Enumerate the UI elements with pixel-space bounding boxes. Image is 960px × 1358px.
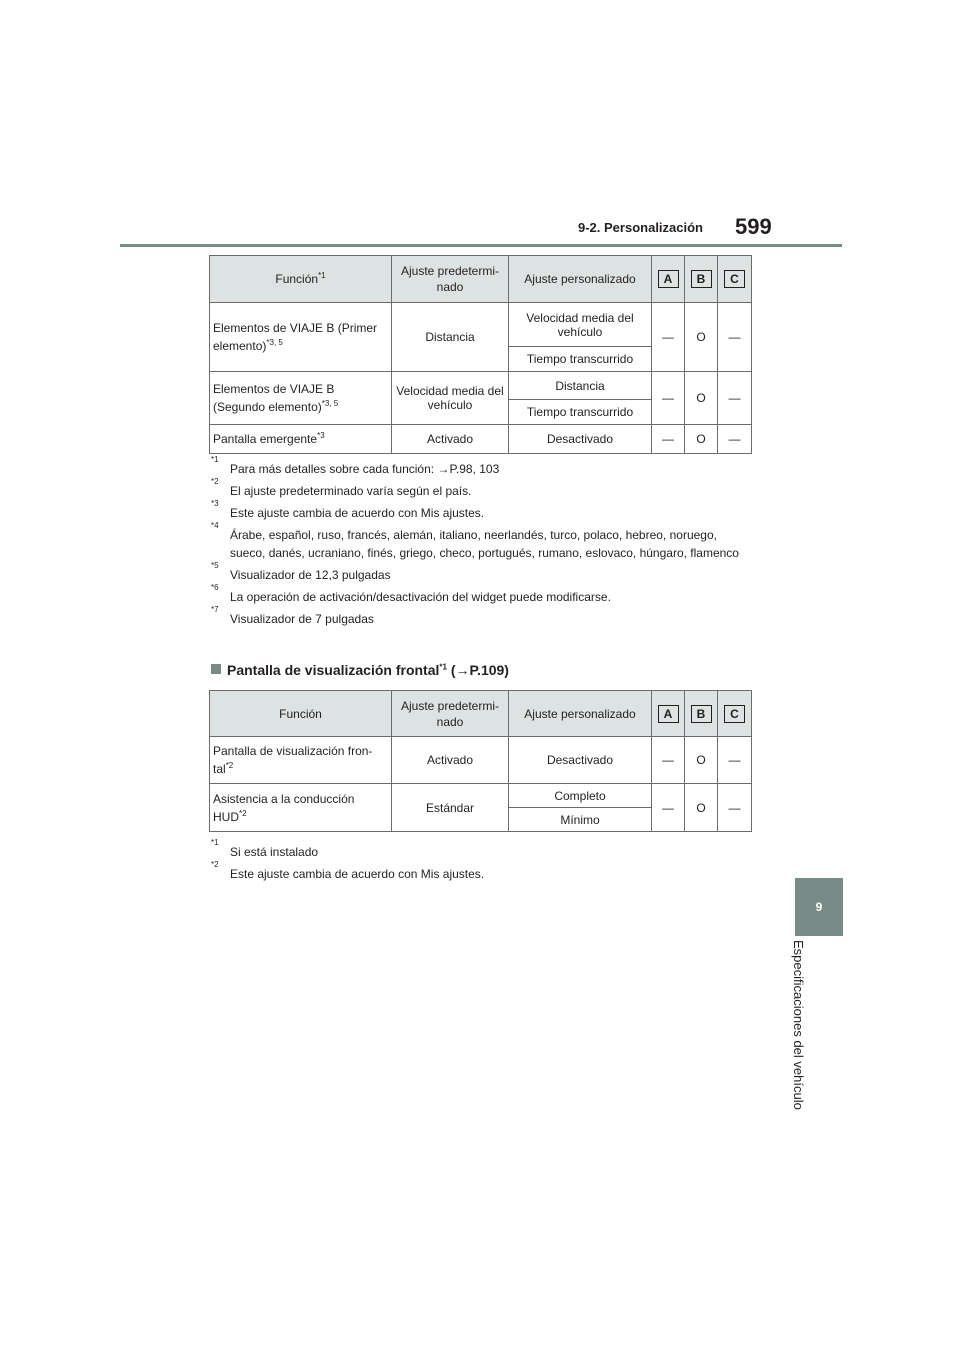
settings-table-2: [209, 690, 752, 832]
col-b-cell: O: [685, 737, 718, 784]
chapter-title: [772, 940, 820, 1130]
col-b-cell: O: [685, 425, 718, 454]
section-title: 9-2. Personalización: [578, 220, 703, 235]
chapter-tab[interactable]: [795, 878, 843, 936]
default-cell: Velocidad media del vehículo: [392, 372, 509, 425]
header-personalizado: Ajuste personalizado: [509, 691, 652, 737]
default-cell: Activado: [392, 425, 509, 454]
col-a-cell: —: [652, 303, 685, 372]
default-cell: Estándar: [392, 784, 509, 832]
page-number: 599: [735, 214, 772, 239]
option-cell: Tiempo transcurrido: [509, 347, 652, 372]
option-cell: Desactivado: [509, 425, 652, 454]
header-c: C: [718, 691, 752, 737]
col-a-cell: —: [652, 372, 685, 425]
footnote: *1 Si está instalado: [211, 838, 319, 859]
default-cell: Activado: [392, 737, 509, 784]
chapter-title-text: Especificaciones del vehículo: [791, 940, 806, 1110]
square-bullet-icon: [211, 664, 221, 674]
header-funcion: Función$^{*1}$: [210, 256, 392, 303]
footnote: *3 Este ajuste cambia de acuerdo con Mis ajustes.: [211, 499, 485, 520]
col-a-cell: —: [652, 425, 685, 454]
footnote: *2 El ajuste predeterminado varía según el país.: [211, 477, 472, 498]
header-b: B: [685, 691, 718, 737]
footnote: *2 Este ajuste cambia de acuerdo con Mis ajustes.: [211, 860, 485, 881]
header-personalizado: Ajuste personalizado: [509, 256, 652, 303]
option-cell: Mínimo: [509, 808, 652, 832]
option-cell: Completo: [509, 784, 652, 808]
section-heading: Pantalla de visualización frontal$^{*1}$ (→P.109): [211, 662, 509, 678]
header-b: B: [685, 256, 718, 303]
option-cell: Tiempo transcurrido: [509, 400, 652, 425]
header-c: C: [718, 256, 752, 303]
footnote: *6 La operación de activación/desactivación del widget puede modificarse.: [211, 583, 611, 604]
footnote: *1 Para más detalles sobre cada función: →P.98, 103: [211, 455, 500, 476]
page-reference-link[interactable]: (→P.109): [450, 662, 509, 678]
option-cell: Distancia: [509, 372, 652, 400]
col-c-cell: —: [718, 303, 752, 372]
option-cell: Desactivado: [509, 737, 652, 784]
footnote: *7 Visualizador de 7 pulgadas: [211, 605, 374, 626]
col-a-cell: —: [652, 737, 685, 784]
col-c-cell: —: [718, 784, 752, 832]
col-b-cell: O: [685, 303, 718, 372]
func-cell: Asistencia a la conducción HUD$^{*2}$: [210, 784, 392, 832]
header-funcion: Función: [210, 691, 392, 737]
func-cell: Pantalla emergente$^{*3}$: [210, 425, 392, 454]
col-b-cell: O: [685, 784, 718, 832]
chapter-number: 9: [815, 900, 823, 914]
col-b-cell: O: [685, 372, 718, 425]
col-c-cell: —: [718, 425, 752, 454]
header-rule: [120, 244, 842, 247]
header-a: A: [652, 691, 685, 737]
footnotes-2: [211, 838, 750, 887]
footnote: *5 Visualizador de 12,3 pulgadas: [211, 561, 391, 582]
default-cell: Distancia: [392, 303, 509, 372]
option-cell: Velocidad media del vehículo: [509, 303, 652, 347]
header-predeterminado: Ajuste predetermi-nado: [392, 691, 509, 737]
col-c-cell: —: [718, 372, 752, 425]
func-cell: Elementos de VIAJE B (Segundo elemento)$^{*3, 5}$: [210, 372, 392, 425]
settings-table-1: [209, 255, 752, 454]
footnotes-1: [211, 455, 750, 632]
func-cell: Elementos de VIAJE B (Primer elemento)$^{*3, 5}$: [210, 303, 392, 372]
func-cell: Pantalla de visualización fron-tal$^{*2}$: [210, 737, 392, 784]
header-predeterminado: Ajuste predetermi-nado: [392, 256, 509, 303]
col-c-cell: —: [718, 737, 752, 784]
col-a-cell: —: [652, 784, 685, 832]
footnote: *4 Árabe, español, ruso, francés, alemán, italiano, neerlandés, turco, polaco, hebreo, noruego, sueco, danés, ucraniano, finés, griego, checo, portugués, rumano, eslovaco, húngaro, flamenco: [211, 521, 739, 560]
header-a: A: [652, 256, 685, 303]
